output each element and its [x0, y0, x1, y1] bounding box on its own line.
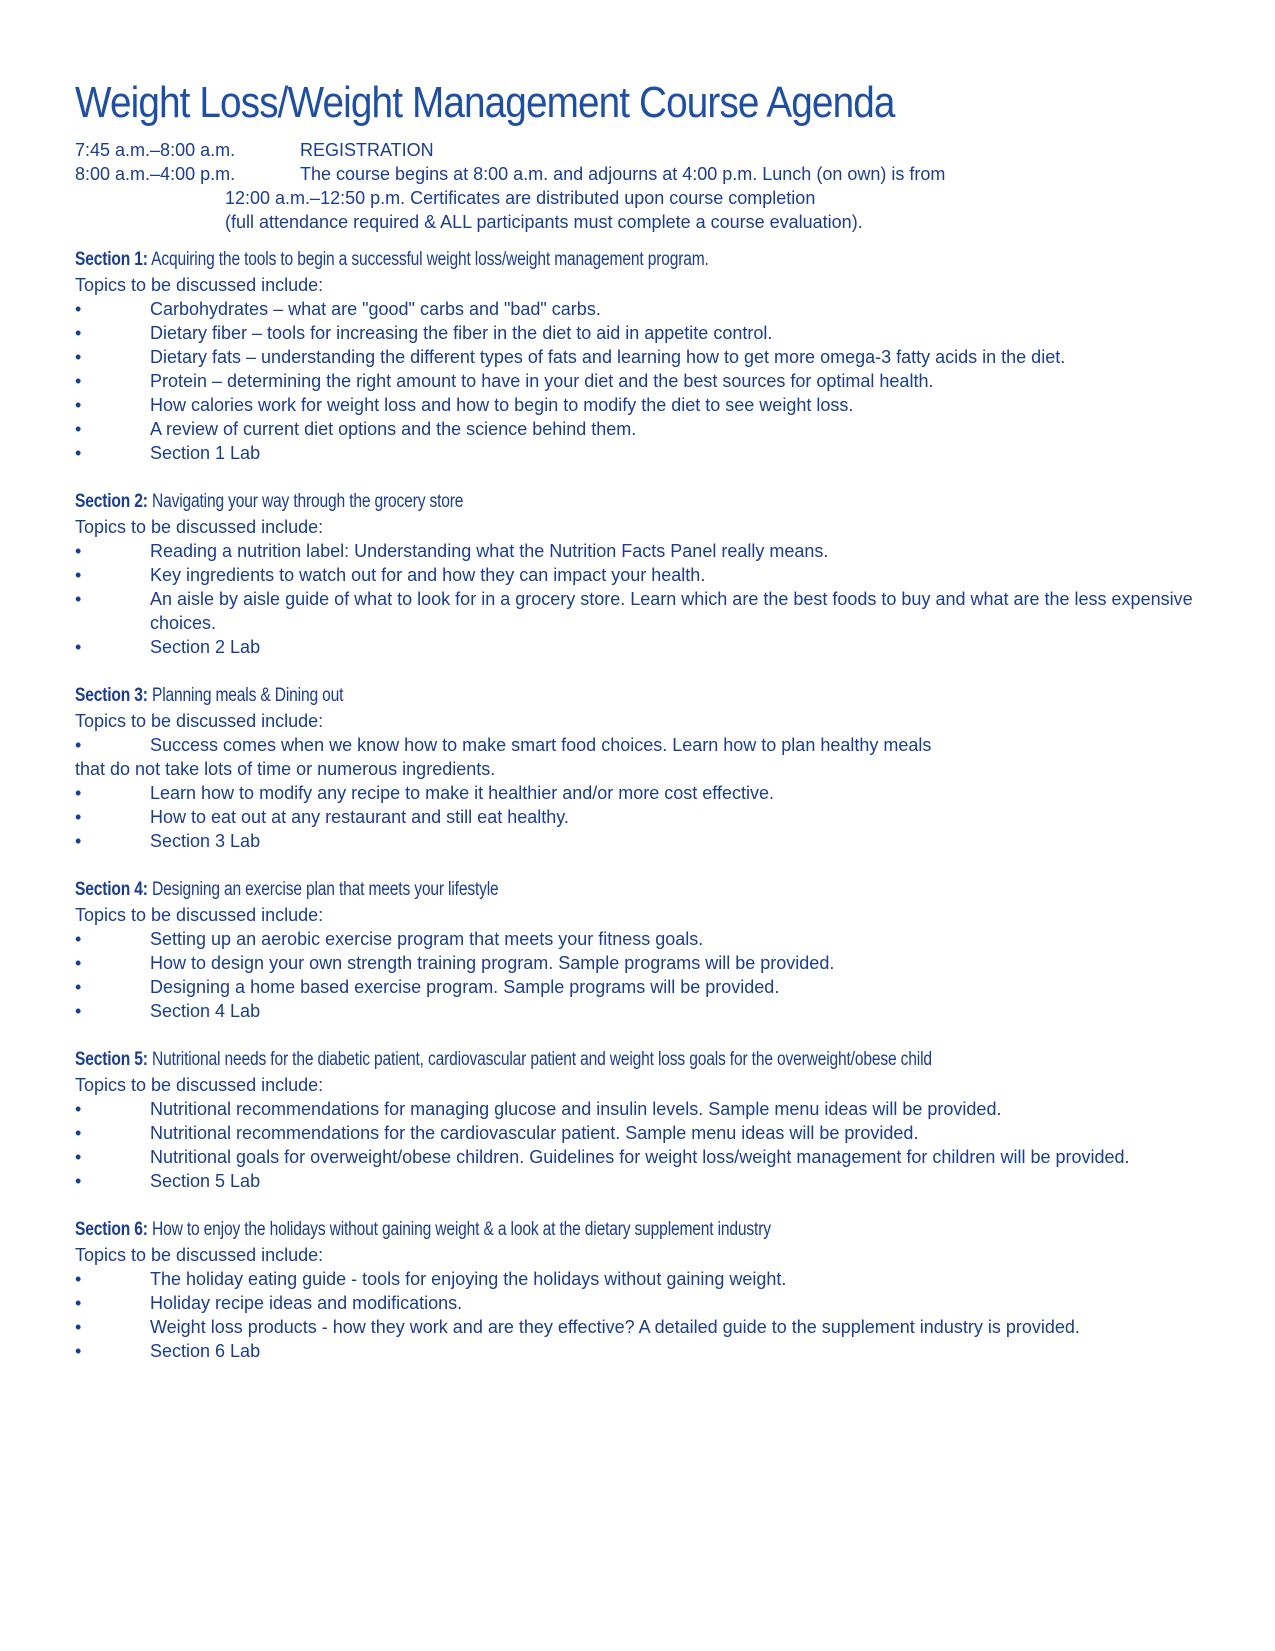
page-title: Weight Loss/Weight Management Course Agenda	[75, 78, 895, 127]
section-heading	[75, 1047, 1018, 1073]
section-label: Section 2:	[75, 491, 148, 512]
list-item: • Nutritional recommendations for the cardiovascular patient. Sample menu ideas will be provided.	[75, 1123, 919, 1143]
section-title: Acquiring the tools to begin a successful weight loss/weight management program.	[151, 249, 709, 270]
topic-list	[75, 781, 1225, 853]
schedule-time: 8:00 a.m.–4:00 p.m.	[75, 164, 236, 184]
list-item: • Nutritional goals for overweight/obese children. Guidelines for weight loss/weight management for children will be provided.	[75, 1147, 1130, 1167]
list-item: • How calories work for weight loss and how to begin to modify the diet to see weight loss.	[75, 395, 854, 415]
section-heading	[75, 247, 1018, 273]
section-label: Section 1:	[75, 249, 148, 270]
section-label: Section 4:	[75, 879, 148, 900]
topics-intro: Topics to be discussed include:	[75, 517, 324, 537]
bullet-icon: •	[75, 977, 82, 997]
list-item: • Protein – determining the right amount to have in your diet and the best sources for optimal health.	[75, 371, 934, 391]
list-item: • A review of current diet options and the science behind them.	[75, 419, 637, 439]
section-1	[75, 247, 1225, 465]
bullet-icon: •	[75, 735, 82, 755]
bullet-icon: •	[75, 637, 82, 657]
list-item: • Section 3 Lab	[75, 831, 261, 851]
list-item: • Dietary fiber – tools for increasing the fiber in the diet to aid in appetite control.	[75, 323, 773, 343]
topic-list	[75, 1267, 1225, 1363]
bullet-icon: •	[75, 589, 82, 609]
list-item: • Key ingredients to watch out for and how they can impact your health.	[75, 565, 706, 585]
list-item: • How to design your own strength training program. Sample programs will be provided.	[75, 953, 835, 973]
list-item: • Reading a nutrition label: Understanding what the Nutrition Facts Panel really means.	[75, 541, 829, 561]
bullet-icon: •	[75, 783, 82, 803]
section-label: Section 3:	[75, 685, 148, 706]
bullet-icon: •	[75, 1099, 82, 1119]
schedule-desc: REGISTRATION	[300, 140, 434, 160]
topic-list	[75, 733, 1225, 757]
list-item-continuation: that do not take lots of time or numerous ingredients.	[75, 759, 496, 779]
list-item: • Section 5 Lab	[75, 1171, 261, 1191]
bullet-icon: •	[75, 347, 82, 367]
section-title: Navigating your way through the grocery store	[152, 491, 464, 512]
list-item: • Designing a home based exercise program. Sample programs will be provided.	[75, 977, 780, 997]
section-4	[75, 877, 1225, 1023]
schedule	[75, 138, 1225, 234]
section-heading	[75, 683, 1018, 709]
bullet-icon: •	[75, 299, 82, 319]
section-label: Section 5:	[75, 1049, 148, 1070]
list-item: • An aisle by aisle guide of what to look for in a grocery store. Learn which are the best foods to buy and what are the less expensive choices.	[75, 589, 1193, 633]
topics-intro: Topics to be discussed include:	[75, 1245, 324, 1265]
bullet-icon: •	[75, 419, 82, 439]
topic-list	[75, 539, 1225, 659]
list-item: • Section 2 Lab	[75, 637, 261, 657]
list-item: • Setting up an aerobic exercise program that meets your fitness goals.	[75, 929, 704, 949]
topic-list	[75, 1097, 1225, 1193]
bullet-icon: •	[75, 1269, 82, 1289]
schedule-desc: The course begins at 8:00 a.m. and adjourns at 4:00 p.m. Lunch (on own) is from	[300, 164, 946, 184]
schedule-time: 7:45 a.m.–8:00 a.m.	[75, 140, 236, 160]
topics-intro: Topics to be discussed include:	[75, 275, 324, 295]
bullet-icon: •	[75, 1171, 82, 1191]
list-item: • Carbohydrates – what are "good" carbs and "bad" carbs.	[75, 299, 601, 319]
list-item: • Holiday recipe ideas and modifications.	[75, 1293, 463, 1313]
list-item: • Success comes when we know how to make smart food choices. Learn how to plan healthy meals	[75, 735, 932, 755]
schedule-row	[75, 162, 1225, 186]
topic-list	[75, 927, 1225, 1023]
bullet-icon: •	[75, 395, 82, 415]
section-title: Designing an exercise plan that meets your lifestyle	[152, 879, 499, 900]
bullet-icon: •	[75, 1123, 82, 1143]
bullet-icon: •	[75, 1001, 82, 1021]
list-item: • Section 6 Lab	[75, 1341, 261, 1361]
section-title: Nutritional needs for the diabetic patient, cardiovascular patient and weight loss goals for the overweight/obese child	[152, 1049, 932, 1070]
list-item: • Section 4 Lab	[75, 1001, 261, 1021]
topics-intro: Topics to be discussed include:	[75, 1075, 324, 1095]
bullet-icon: •	[75, 323, 82, 343]
agenda-page	[75, 60, 1225, 1363]
section-heading	[75, 877, 1018, 903]
list-item: • Learn how to modify any recipe to make it healthier and/or more cost effective.	[75, 783, 774, 803]
section-6	[75, 1217, 1225, 1363]
schedule-continuation: (full attendance required & ALL participants must complete a course evaluation).	[225, 212, 863, 232]
section-heading	[75, 1217, 1018, 1243]
schedule-continuation: 12:00 a.m.–12:50 p.m. Certificates are distributed upon course completion	[225, 188, 816, 208]
list-item: • Section 1 Lab	[75, 443, 261, 463]
section-title: How to enjoy the holidays without gaining weight & a look at the dietary supplement industry	[152, 1219, 771, 1240]
section-label: Section 6:	[75, 1219, 148, 1240]
schedule-row	[75, 138, 1225, 162]
bullet-icon: •	[75, 1147, 82, 1167]
bullet-icon: •	[75, 929, 82, 949]
bullet-icon: •	[75, 831, 82, 851]
list-item: • How to eat out at any restaurant and still eat healthy.	[75, 807, 569, 827]
bullet-icon: •	[75, 371, 82, 391]
bullet-icon: •	[75, 807, 82, 827]
section-heading	[75, 489, 1018, 515]
bullet-icon: •	[75, 565, 82, 585]
section-title: Planning meals & Dining out	[152, 685, 344, 706]
list-item: • The holiday eating guide - tools for enjoying the holidays without gaining weight.	[75, 1269, 787, 1289]
list-item: • Dietary fats – understanding the different types of fats and learning how to get more omega-3 fatty acids in the diet.	[75, 347, 1066, 367]
list-item: • Weight loss products - how they work and are they effective? A detailed guide to the supplement industry is provided.	[75, 1317, 1080, 1337]
bullet-icon: •	[75, 541, 82, 561]
section-5	[75, 1047, 1225, 1193]
bullet-icon: •	[75, 1341, 82, 1361]
section-3	[75, 683, 1225, 853]
bullet-icon: •	[75, 1293, 82, 1313]
topics-intro: Topics to be discussed include:	[75, 711, 324, 731]
topics-intro: Topics to be discussed include:	[75, 905, 324, 925]
bullet-icon: •	[75, 1317, 82, 1337]
list-item: • Nutritional recommendations for managing glucose and insulin levels. Sample menu ideas will be provided.	[75, 1099, 1002, 1119]
topic-list	[75, 297, 1225, 465]
section-2	[75, 489, 1225, 659]
bullet-icon: •	[75, 953, 82, 973]
bullet-icon: •	[75, 443, 82, 463]
